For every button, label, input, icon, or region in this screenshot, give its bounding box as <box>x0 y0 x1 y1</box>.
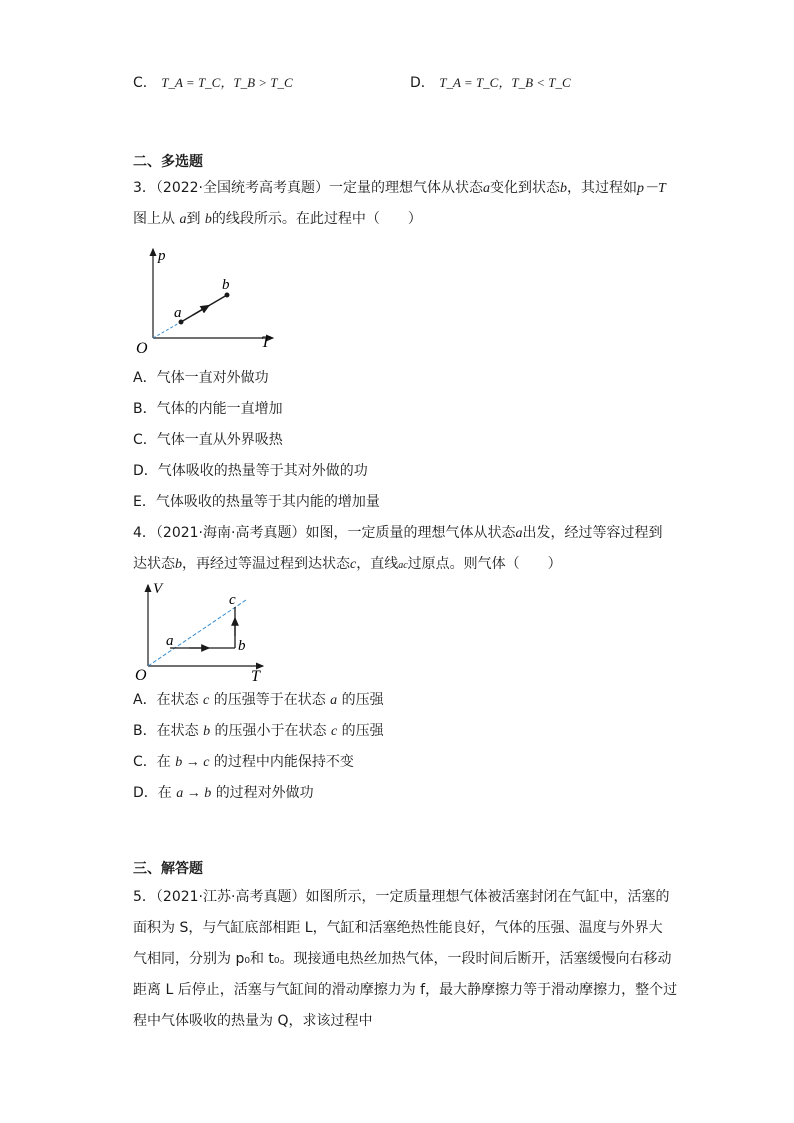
label-a: a <box>174 305 182 321</box>
q5-line5: 程中气体吸收的热量为 Q，求该过程中 <box>133 1013 373 1029</box>
option-label: A． <box>133 692 157 708</box>
option-text: 的过程对外做功 <box>215 785 314 801</box>
option-label: C． <box>133 75 157 91</box>
var-a: a <box>179 212 187 227</box>
q3-stem-line2 <box>133 208 422 231</box>
q3-text: 图上从 <box>133 211 175 227</box>
option-label: E． <box>133 494 156 510</box>
label-O: O <box>135 667 147 684</box>
q2-option-c <box>133 72 293 92</box>
q4-text: 出发，经过等容过程到 <box>522 525 663 541</box>
option-label: C． <box>133 754 157 770</box>
var-p-T: p－T <box>637 181 666 196</box>
option-label: B． <box>133 401 157 417</box>
var-a: a <box>515 526 523 541</box>
q2-option-d-formula: T_A = T_C，T_B < T_C <box>439 75 571 90</box>
q5-line2: 面积为 S，与气缸底部相距 L，气缸和活塞绝热性能良好，气体的压强、温度与外界大 <box>133 920 663 936</box>
q4-option-c <box>133 751 354 774</box>
section-heading-multiple-choice: 二、多选题 <box>133 154 203 170</box>
var-b: b <box>203 724 211 739</box>
q3-stem-line1 <box>133 177 666 200</box>
label-O: O <box>136 340 148 357</box>
q4-text: 达状态 <box>133 556 175 572</box>
q3-option-e <box>133 491 380 513</box>
question-source: （2022·全国统考高考真题） <box>155 180 330 196</box>
q4-text: ，再经过等温过程到达状态 <box>182 556 350 572</box>
q4-stem-line2 <box>133 553 562 577</box>
option-label: D． <box>133 463 158 479</box>
var-b: b <box>560 181 568 196</box>
section-heading-answer-questions: 三、解答题 <box>133 861 203 877</box>
q3-text: 到 <box>186 211 201 227</box>
option-label: B． <box>133 723 157 739</box>
var-b: b <box>204 212 212 227</box>
label-V: V <box>153 581 163 597</box>
option-text: 的压强 <box>341 723 384 739</box>
label-b: b <box>222 277 230 293</box>
q3-option-b <box>133 398 283 420</box>
q5-line3: 气相同，分别为 p₀和 t₀。现接通电热丝加热气体，一段时间后断开，活塞缓慢向右移动 <box>133 951 672 967</box>
label-p: p <box>158 248 166 264</box>
option-text: 在 <box>157 785 172 801</box>
label-a: a <box>166 633 174 649</box>
option-text: 的压强小于在状态 <box>214 723 327 739</box>
question-source: （2021·海南·高考真题） <box>155 525 306 541</box>
q4-text: 过原点。则气体（ ） <box>407 556 562 572</box>
option-label: D． <box>133 785 158 801</box>
process-b-to-c: b → c <box>175 755 210 770</box>
q3-text: ，其过程如 <box>567 180 638 196</box>
q4-option-b <box>133 720 384 743</box>
option-label: A． <box>133 370 157 386</box>
q3-text: 变化到状态 <box>490 180 561 196</box>
question-number: 4． <box>133 525 156 541</box>
q3-option-a <box>133 367 269 389</box>
option-text: 在状态 <box>156 723 199 739</box>
var-ac: ac <box>398 560 408 571</box>
option-text: 的压强等于在状态 <box>213 692 326 708</box>
var-c: c <box>350 557 357 572</box>
q5-line1 <box>133 886 669 908</box>
q5-text: （2021·江苏·高考真题）如图所示，一定质量理想气体被活塞封闭在气缸中，活塞的 <box>155 889 670 905</box>
var-b: b <box>175 557 182 572</box>
option-text: 气体的内能一直增加 <box>156 401 283 417</box>
line-ac-through-origin <box>148 600 246 666</box>
option-text: 在 <box>156 754 171 770</box>
var-a: a <box>483 181 491 196</box>
q4-option-d <box>133 782 314 805</box>
question-number: 3． <box>133 180 156 196</box>
label-T: T <box>251 668 260 685</box>
q4-text: ，直线 <box>356 556 399 572</box>
question-number: 5． <box>133 889 156 905</box>
q4-option-a <box>133 689 384 712</box>
q3-text: 的线段所示。在此过程中（ ） <box>211 211 422 227</box>
q3-option-c <box>133 429 283 451</box>
direction-arrow <box>193 306 209 316</box>
option-text: 的过程中内能保持不变 <box>213 754 354 770</box>
q2-option-d <box>410 72 571 92</box>
q3-option-d <box>133 460 368 482</box>
q2-option-c-formula: T_A = T_C，T_B > T_C <box>161 75 293 90</box>
option-text: 气体一直从外界吸热 <box>156 432 283 448</box>
label-b: b <box>238 638 246 654</box>
option-text: 的压强 <box>341 692 384 708</box>
point-b <box>225 293 230 298</box>
q4-text: 如图，一定质量的理想气体从状态 <box>305 525 516 541</box>
option-label: D． <box>410 75 435 91</box>
process-a-to-b: a → b <box>176 786 212 801</box>
label-T: T <box>261 334 270 351</box>
option-label: C． <box>133 432 157 448</box>
option-text: 在状态 <box>156 692 199 708</box>
var-c: c <box>330 724 338 739</box>
label-c: c <box>229 592 236 608</box>
extension-dashed-line <box>153 322 181 338</box>
var-c: c <box>203 693 210 708</box>
option-text: 气体吸收的热量等于其内能的增加量 <box>155 494 380 510</box>
option-text: 气体吸收的热量等于其对外做的功 <box>157 463 368 479</box>
var-a: a <box>330 693 338 708</box>
q4-V-T-graph <box>133 580 273 685</box>
q3-text: 一定量的理想气体从状态 <box>329 180 484 196</box>
q5-line4: 距离 L 后停止，活塞与气缸间的滑动摩擦力为 f，最大静摩擦力等于滑动摩擦力，整个过 <box>133 982 678 998</box>
option-text: 气体一直对外做功 <box>156 370 269 386</box>
q3-p-T-graph <box>133 243 283 358</box>
q4-stem-line1 <box>133 522 662 545</box>
